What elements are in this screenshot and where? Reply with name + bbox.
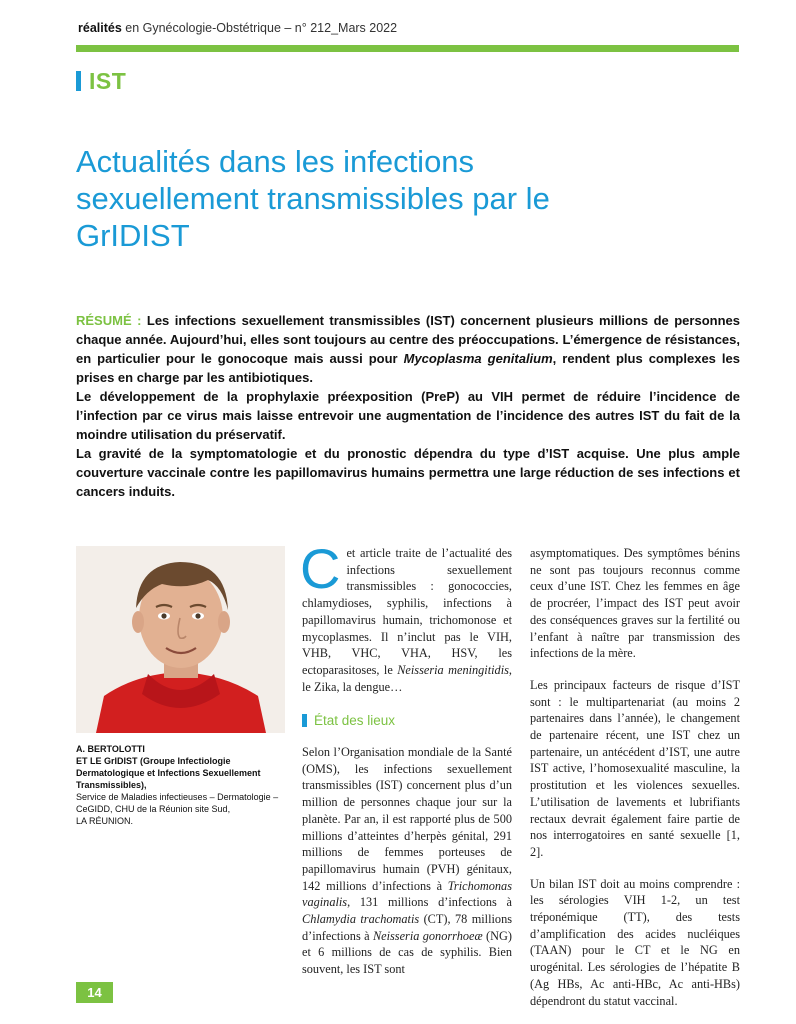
abstract-paragraph <box>76 311 740 387</box>
author-location: LA RÉUNION. <box>76 816 134 826</box>
intro-text: , le Zika, la dengue… <box>302 662 512 694</box>
body-paragraph: asymptomatiques. Des symptômes bénins ne sont pas toujours reconnus comme ceux d’une IST. Chez les femmes en âge de procréer, l’impact des IST peut avoir des conséquences graves sur la fertilité ou l’enfant à naître par transmission des infections de la mère. <box>530 546 740 661</box>
subheading <box>302 713 512 728</box>
drop-cap: C <box>300 537 341 600</box>
intro-text: et article traite de l’actualité des infections sexuellement transmissibles : gonococcies, chlamydioses, syphilis, infections à papillomavirus humain, trichomonose et mycoplasmes. Il n’inclut pas le VIH, VHB, VHC, VHA, HSV, les ectoparasitoses, le <box>302 546 512 677</box>
abstract-paragraph: Le développement de la prophylaxie préexposition (PreP) au VIH permet de réduire l’incidence de l’infection par ce virus mais laisse entrevoir une augmentation de l’incidence des autres IST du fait de la moindre utilisation du préservatif. <box>76 389 740 442</box>
section-marker <box>76 71 81 91</box>
journal-issue: en Gynécologie-Obstétrique – n° 212_Mars 2022 <box>121 21 398 35</box>
abstract <box>76 311 740 501</box>
author-block <box>76 743 286 827</box>
body-text: Selon l’Organisation mondiale de la Santé (OMS), les infections sexuellement transmissibles (IST) concernent plus d’un million de personnes chaque jour sur la planète. Par an, il est rapporté plus de 500 millions d’atteintes d’herpès génital, 291 millions de femmes porteuses de papillomavirus humain (PVH) génitaux, 142 millions d’infections à <box>302 745 512 893</box>
body-text: (CT), 78 millions d’infections à <box>302 912 513 943</box>
author-group: ET LE GrIDIST (Groupe Infectiologie Dermatologique et Infections Sexuellement Transmissibles), <box>76 756 261 790</box>
body-species: Trichomonas vaginalis <box>302 878 512 910</box>
abstract-text: , rendent plus complexes les prises en charge par les antibiotiques. <box>76 351 740 385</box>
section-tag <box>76 69 126 93</box>
header-rule <box>76 45 739 52</box>
body-paragraph: Un bilan IST doit au moins comprendre : les sérologies VIH 1-2, un test tréponémique (TT), des tests d’amplification des acides nucléiques (TAAN) pour le CT et le NG en urogénital. Les sérologies de l’hépatite B (Ag HBs, Ac anti-HBc, Ac anti-HBs) dépendront du statut vaccinal. <box>530 876 740 1008</box>
body-species: Chlamydia trachomatis <box>302 912 420 927</box>
etat-paragraph <box>302 744 512 978</box>
abstract-text: Les infections sexuellement transmissibles (IST) concernent plusieurs millions de personnes chaque année. Aujourd’hui, elles sont toujours au centre des préoccupations. L’émergence de résistances, en particulier pour le gonocoque mais aussi pour <box>76 313 740 366</box>
journal-name: réalités <box>78 21 122 35</box>
intro-species: Neisseria meningitidis <box>397 662 509 677</box>
body-text: , 131 millions d’infections à <box>347 895 512 910</box>
body-paragraph: Les principaux facteurs de risque d’IST sont : le multipartenariat (au moins 2 partenaires dans l’année), le changement de partenaire récent, une IST chez un partenaire, un antécédent d’IST, une autre IST active, l’homosexualité masculine, la prostitution et les violences sexuelles. L’utilisation de lavements et lubrifiants rectaux devrait également faire partie de nos interrogatoires en santé sexuelle [1, 2]. <box>530 677 740 859</box>
subheading-label: État des lieux <box>314 713 396 728</box>
abstract-keyword: RÉSUMÉ : <box>76 313 142 328</box>
body-text: (NG) et 6 millions de cas de syphilis. Bien souvent, les IST sont <box>302 928 512 977</box>
body-column-right <box>530 545 740 1009</box>
page-number: 14 <box>76 982 113 1003</box>
author-affiliation: Service de Maladies infectieuses – Dermatologie – CeGIDD, CHU de la Réunion site Sud, <box>76 792 279 814</box>
running-header <box>78 21 738 35</box>
abstract-paragraph: La gravité de la symptomatologie et du pronostic dépendra du type d’IST acquise. Une plus ample couverture vaccinale contre les papillomavirus humains permettra une large réduction de ses infections et cancers induits. <box>76 446 740 499</box>
subheading-marker <box>302 714 307 727</box>
author-photo <box>76 546 285 733</box>
article-title: Actualités dans les infections sexuellement transmissibles par le GrIDIST <box>76 144 550 253</box>
abstract-species: Mycoplasma genitalium <box>403 351 553 366</box>
intro-paragraph <box>300 537 512 695</box>
section-label: IST <box>89 67 127 94</box>
body-species: Neisseria gonorrhoeæ <box>372 928 483 943</box>
author-name: A. BERTOLOTTI <box>76 744 145 754</box>
author-portrait-illustration <box>76 546 285 733</box>
